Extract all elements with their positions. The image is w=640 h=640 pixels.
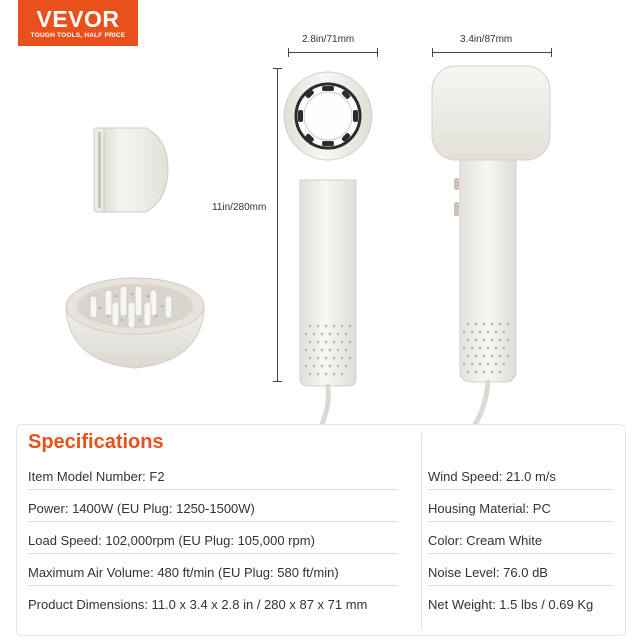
specifications-panel bbox=[16, 424, 626, 636]
logo-tagline: TOUGH TOOLS, HALF PRICE bbox=[30, 32, 126, 39]
spec-separator bbox=[428, 585, 613, 586]
side-width-label: 3.4in/87mm bbox=[460, 34, 513, 45]
diffuser-image bbox=[60, 262, 210, 372]
spec-air-volume: Maximum Air Volume: 480 ft/min (EU Plug: 580 ft/min) bbox=[28, 565, 339, 580]
logo-brand: VEVOR bbox=[36, 6, 120, 32]
spec-wind-speed: Wind Speed: 21.0 m/s bbox=[428, 469, 556, 484]
specifications-title: Specifications bbox=[28, 431, 164, 453]
spec-separator bbox=[28, 553, 398, 554]
spec-separator bbox=[28, 521, 398, 522]
hair-dryer-side-view bbox=[428, 62, 558, 432]
spec-separator bbox=[428, 521, 613, 522]
spec-housing-material: Housing Material: PC bbox=[428, 501, 551, 516]
height-tick-top bbox=[273, 68, 282, 69]
side-width-tick-right bbox=[551, 48, 552, 57]
spec-dimensions: Product Dimensions: 11.0 x 3.4 x 2.8 in / 280 x 87 x 71 mm bbox=[28, 597, 368, 612]
spec-separator bbox=[28, 585, 398, 586]
height-tick-bottom bbox=[273, 381, 282, 382]
specs-column-divider bbox=[421, 433, 422, 629]
front-width-label: 2.8in/71mm bbox=[302, 34, 355, 45]
spec-separator bbox=[428, 553, 613, 554]
spec-item-model: Item Model Number: F2 bbox=[28, 469, 165, 484]
vevor-logo bbox=[18, 0, 138, 46]
front-width-tick-left bbox=[288, 48, 289, 57]
spec-load-speed: Load Speed: 102,000rpm (EU Plug: 105,000 rpm) bbox=[28, 533, 315, 548]
spec-noise-level: Noise Level: 76.0 dB bbox=[428, 565, 548, 580]
height-label: 11in/280mm bbox=[212, 202, 267, 213]
height-line bbox=[277, 68, 278, 382]
spec-separator bbox=[428, 489, 613, 490]
side-width-tick-left bbox=[432, 48, 433, 57]
spec-separator bbox=[28, 489, 398, 490]
hair-dryer-front-view bbox=[278, 60, 378, 430]
spec-power: Power: 1400W (EU Plug: 1250-1500W) bbox=[28, 501, 255, 516]
spec-net-weight: Net Weight: 1.5 lbs / 0.69 Kg bbox=[428, 597, 594, 612]
side-width-line bbox=[432, 52, 552, 53]
front-width-tick-right bbox=[377, 48, 378, 57]
concentrator-nozzle-image bbox=[88, 120, 178, 220]
spec-color: Color: Cream White bbox=[428, 533, 543, 548]
front-width-line bbox=[288, 52, 378, 53]
